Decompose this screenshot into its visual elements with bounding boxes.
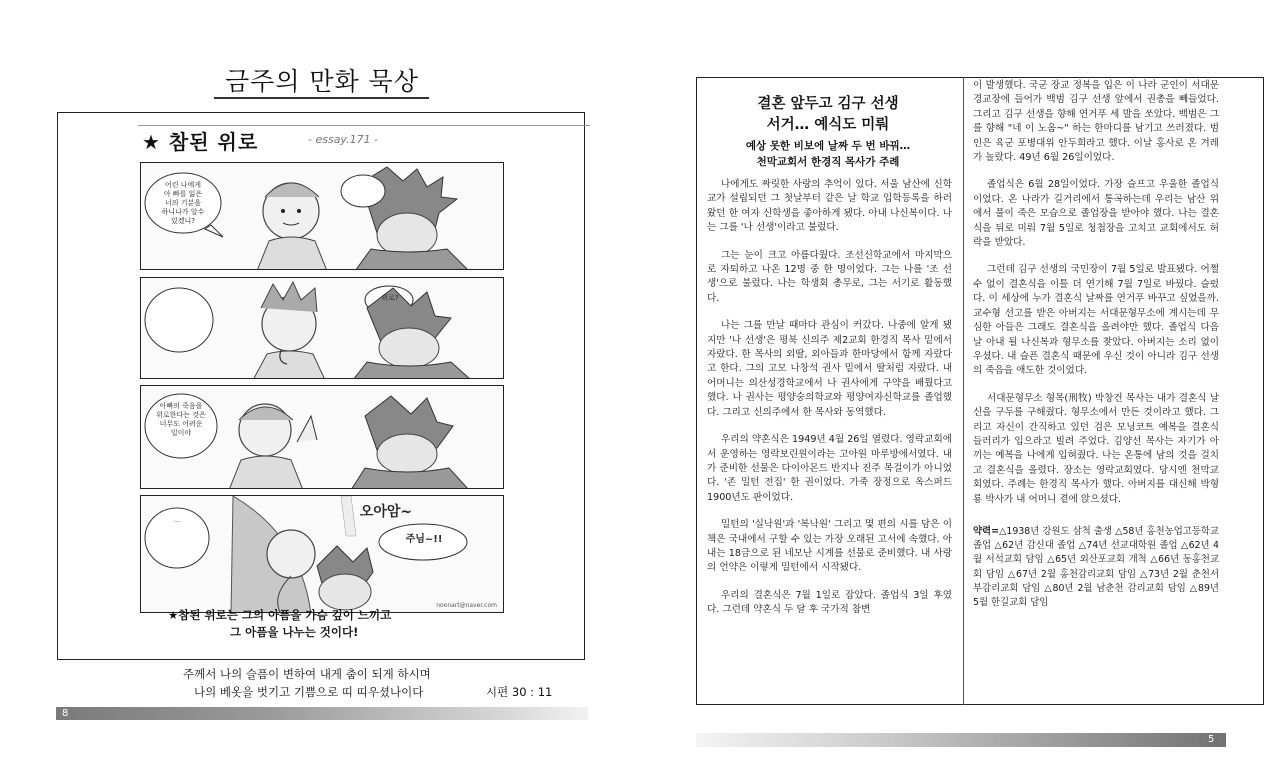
right-page (640, 0, 1280, 777)
headline-line-2: 서거… 예식도 미뤄 (766, 117, 890, 133)
footer-bar-right (696, 733, 1226, 747)
comic-panel-4 (140, 495, 504, 613)
paragraph: 서대문형무소 형목(刑牧) 박창건 목사는 내가 결혼식 날 신을 구두를 구해줬다. 형무소에서 만든 것이라고 했다. 그리고 자신이 간직하고 있던 검은 모닝코트 예복을 결혼식 들러리가 입으라고 빌려 주었다. 김양선 목사는 자기가 아끼는 예복을 나에게 입혀줬다. 나는 온통에 남의 것을 걸치고 결혼식을 올렸다. 장소는 영락교회였다. 당시엔 천막교회였다. 주례는 한경직 목사가 했다. 아버지를 대신해 박형룡 박사가 내 어머니 곁에 앉으셨다. (973, 392, 1219, 505)
comic-title: ★ 참된 위로 (142, 130, 259, 154)
headline-line-1: 결혼 앞두고 김구 선생 (757, 96, 899, 112)
comic-credit: noonart@naver.com (436, 602, 497, 609)
comic-header (138, 113, 558, 154)
article-column-left (707, 178, 952, 631)
panel-2-illustration (141, 278, 504, 379)
paragraph: 우리의 결혼식은 7월 1일로 잡았다. 졸업식 3일 후였다. 그런데 약혼식 두 달 후 국가적 참변 (707, 589, 952, 616)
page-title: 금주의 만화 묵상 (225, 67, 419, 96)
subhead-line-2: 천막교회서 한경직 목사가 주례 (756, 156, 900, 168)
paragraph: 나는 그를 만날 때마다 관심이 커갔다. 나중에 알게 됐지만 '나 선생'은 평북 신의주 제2교회 한경직 목사 밑에서 자랐다. 한 목사의 외딸, 외아들과 한마당에서 함께 자랐다고 한다. 그의 고모 나창석 권사 밑에서 딸처럼 자랐다. 내 어머니는 의산성경학교에서 나 권사에게 구약을 배웠다고 했다. 나 권사는 평양숭의학교와 평양여자신학교를 졸업했다. 그리고 신의주에서 한 목사와 동역했다. (707, 320, 952, 418)
panel-4-illustration (141, 496, 504, 613)
paragraph: 그는 눈이 크고 아름다웠다. 조선신학교에서 마지막으로 자퇴하고 나온 12명 중 한 명이었다. 그는 나를 '조 선생'으로 불렀다. 나는 학생회 총무로, 그는 서기로 활동했다. (707, 249, 952, 304)
footer-bar-left (56, 707, 588, 720)
paragraph: 밀턴의 '실낙원'과 '복낙원' 그리고 몇 편의 시를 담은 이 책은 국내에서 구할 수 있는 가장 오래된 고서에 속했다. 아내는 18금으로 된 네모난 시계를 선물로 준비했다. 내 사랑의 언약은 이렇게 밀턴에서 시작됐다. (707, 519, 952, 574)
comic-caption-line-1: ★참된 위로는 그의 아픔을 가슴 깊이 느끼고 (168, 608, 392, 622)
paragraph: 우리의 약혼식은 1949년 4월 26일 열렸다. 영락교회에서 운영하는 영락보린원이라는 고아원 마루방에서였다. 내가 준비한 선물은 다이아몬드 반지나 진주 목걸이가 아니었다. '존 밀턴 전집' 한 권이었다. 가죽 장정으로 옥스퍼드 1900년도 판이었다. (707, 434, 952, 503)
panel-4-speech-left: … (173, 516, 181, 524)
comic-essay-tag: - essay.171 - (308, 133, 379, 146)
paragraph: 그런데 김구 선생의 국민장이 7월 5일로 발표됐다. 어쩔 수 없이 결혼식을 이틀 더 연기해 7월 7일로 바꿨다. 슬펐다. 이 세상에 누가 결혼식 날짜를 연거푸 바꾸고 싶었을까. 교수형 선고를 받은 아버지는 서대문형무소에 계시는데 무심한 아들은 그래도 결혼식을 올려야만 했다. 졸업식 다음 날 아내 될 나신복과 형무소를 찾았다. 아버지는 소리 없이 우셨다. 내 슬픈 결혼식 때문에 우신 것이 아니라 김구 선생의 죽음을 애도한 것이었다. (973, 264, 1219, 377)
paragraph: 나에게도 짜릿한 사랑의 추억이 있다. 서울 남산에 신학교가 설립되던 그 첫날부터 같은 날 학교 입학등록을 하러 왔던 한 여자 신학생을 좋아하게 됐다. 아내 나신복이다. 나는 그를 '나 선생'이라고 불렀다. (707, 179, 952, 234)
page-number-left: 8 (62, 708, 69, 719)
subhead-line-1: 예상 못한 비보에 날짜 두 번 바꿔… (745, 140, 911, 152)
panel-4-speech-top: 오아암~ (359, 504, 413, 520)
comic-panel-1 (140, 162, 504, 270)
verse-line-1: 주께서 나의 슬픔이 변하여 내게 춤이 되게 하시며 (183, 667, 431, 681)
comic-frame (57, 112, 585, 660)
comic-panel-2 (140, 277, 504, 379)
article-subhead (708, 138, 948, 170)
verse-reference: 시편 30 : 11 (486, 685, 553, 699)
title-underline (214, 97, 429, 99)
comic-panel-3 (140, 385, 504, 489)
author-resume (973, 525, 1219, 610)
panel-1-speech: 어린 나에게 아 빠를 잃은 너의 기분을 하니나가 알수 있겠니? (161, 181, 205, 225)
article-headline (708, 94, 948, 136)
panel-4-speech-right: 주님~!! (405, 534, 443, 545)
comic-caption (168, 607, 498, 641)
paragraph-continued: 이 발생했다. 국군 장교 정복을 입은 이 나라 군인이 서대문 경교장에 들어가 백범 김구 선생 앞에서 권총을 빼들었다. 그리고 김구 선생을 향해 연거푸 세 발을 쏘았다. 백범은 그를 향해 "네 이 노옴~" 하는 한마디를 남기고 쓰러졌다. 범인은 육군 포병대위 안두희라고 했다. 이날 홍사로 온 겨레가 놀랐다. 49년 6월 26일이었다. (973, 80, 1219, 164)
article-column-right (973, 79, 1219, 610)
resume-text: △1938년 강원도 삼척 출생 △58년 홍천농업고등학교 졸업 △62년 감신대 졸업 △74년 선교대학원 졸업 △62년 4월 서석교회 담임 △65년 외산포교회 개척 △66년 동홍천교회 담임 △67년 2월 홍천감리교회 담임 △73년 2월 춘천서부감리교회 담임 △80년 2월 남춘천 감리교회 담임 △89년 5월 한길교회 담임 (973, 525, 1219, 608)
column-divider (963, 77, 964, 705)
page-number-right: 5 (1208, 734, 1215, 745)
panel-3-speech: 아빠의 죽음을 위로한다는 것은 너무도 어려운 일이야 (156, 402, 206, 437)
resume-label: 약력= (973, 525, 999, 537)
comic-caption-line-2: 그 아픔을 나누는 것이다! (230, 625, 359, 639)
paragraph: 졸업식은 6월 28일이었다. 가장 슬프고 우울한 졸업식이었다. 온 나라가 길거리에서 통곡하는데 우리는 남산 위에서 풀이 죽은 모습으로 졸업장을 받아야 했다. 나는 결혼식을 뒤로 미뤄 7월 5일로 청첩장을 고치고 교회에서도 허락을 받았다. (973, 179, 1219, 249)
panel-2-speech: 위로? (381, 294, 399, 302)
verse-line-2: 나의 베옷을 벗기고 기쁨으로 띠 띠우셨나이다 (194, 685, 424, 699)
